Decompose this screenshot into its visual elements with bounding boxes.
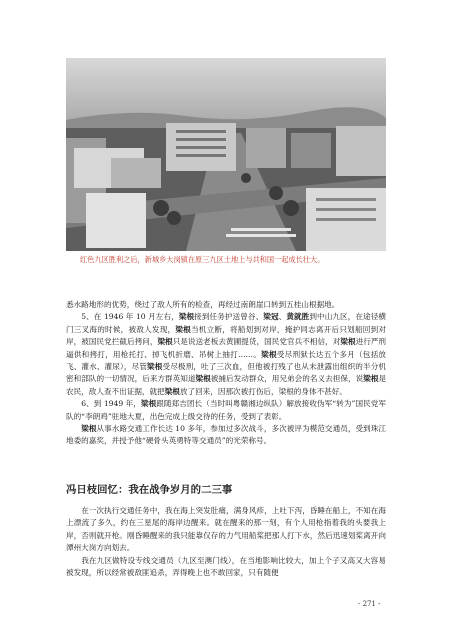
page-number: - 271 -: [358, 600, 381, 608]
name-highlight: 梁根: [81, 424, 97, 434]
name-highlight: 梁根: [261, 349, 277, 359]
photo-illustration: [66, 58, 386, 251]
text-run: 是农民，敌人查不出证据，就把: [66, 374, 387, 396]
name-highlight: 梁根: [164, 386, 180, 396]
text-run: 只是说送老板去黄圃提货，国民党官兵不相信，对: [172, 337, 341, 347]
figure-caption: 红色九区胜利之后，新城乡大岗镇在原三九区土地上与共和国一起成长壮大。: [80, 255, 325, 264]
text-run: 接到任务护送曾谷、: [194, 312, 264, 322]
text-run: 受尽刑狱长达五个多月（包括放飞、灌水、灌尿），尽管: [66, 349, 387, 372]
name-highlight: 梁根: [175, 324, 191, 334]
name-highlight: 梁根: [157, 337, 173, 347]
name-highlight: 梁根: [147, 362, 163, 372]
section-paragraph: 我在九区做特设专线交通员（九区至澳门线），在当地影响比较大，加上个子又高又大容易被发现，所以经常被敌匪追杀，弄得晚上也不敢回家，只有随便: [66, 555, 386, 578]
text-run: 5、在 1946 年 10 月左右，: [81, 312, 179, 322]
body-paragraph: [66, 398, 386, 423]
text-run: 放了回来，因那次被打伤后，梁根的身体不甚好。: [179, 386, 347, 396]
text-run: 从事水路交通工作长达 10 多年，参加过多次战斗，多次被评为模范交通员，受到珠江地委的嘉奖，并授予他“硬骨头英勇特等交通员”的光荣称号。: [66, 424, 386, 446]
text-run: 进行严刑逼供和拷打，用枪托打、掉飞机折磨、吊树上抽打……。: [66, 337, 387, 359]
body-paragraph: [66, 299, 386, 311]
body-paragraph: [66, 423, 386, 448]
text-run: 、: [278, 312, 287, 322]
section-body: [66, 505, 386, 579]
name-highlight: 梁冠: [263, 312, 279, 322]
name-highlight: 梁根: [363, 374, 379, 384]
text-run: 当机立断，将船划到对岸，掩护同志离开后只划船回到对岸，被国民党拦截后拷问，: [66, 324, 387, 347]
body-text: [66, 299, 386, 448]
name-highlight: 黄就胜: [286, 312, 310, 322]
text-run: 6、到 1949 年，: [81, 399, 141, 409]
text-run: 到中山九区，在途径横门三叉海的时候，被敌人发现，: [66, 312, 387, 334]
text-run: 被捕后发动群众，用兄弟会的名义去担保，说: [210, 374, 364, 384]
town-aerial-photo: [66, 58, 386, 251]
text-run: 悉水路地形的优势，绕过了敌人所有的检查，再经过南朗崖口转到五桂山根据地。: [66, 300, 340, 309]
section-paragraph: 在一次执行交通任务中，我在海上突发肚痛，满身风疹，上吐下泻，昏睡在船上，不知在海上漂流了多久，约在三星尾的海岸边醒来。就在醒来的那一刻，有个人用枪指着我的头要我上岸，否则就开枪。刚昏睡醒来的我只能靠仅存的力气用船桨把那人打下水，然后迅速划桨离开向潭州大岗方向划去。: [66, 506, 386, 553]
text-run: 受尽极刑，吐了三次血，但他被打残了也从未泄露出组织的半分机密和部队的一切情况，后来方群英知道: [66, 362, 387, 384]
section-title: 冯日枝回忆：我在战争岁月的二三事: [66, 484, 233, 496]
body-paragraph: [66, 311, 386, 398]
name-highlight: 梁根: [140, 399, 157, 409]
name-highlight: 梁根: [340, 337, 356, 347]
text-run: 跟随郑吉团长（当时叫粤赣湘边纵队）解放接收伪军“转为”国民党军队的“李朗鸡”驻地大夏，出色完成上级交待的任务，受到了表彰。: [66, 399, 387, 421]
name-highlight: 梁根: [195, 374, 211, 384]
name-highlight: 梁根: [178, 312, 195, 322]
